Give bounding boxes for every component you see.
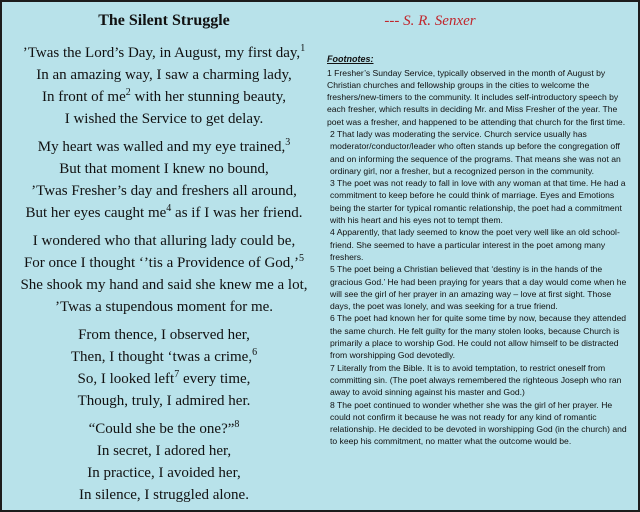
line-text: “Could she be the one?” — [88, 421, 235, 437]
stanza-3 — [2, 230, 326, 318]
footnote-text: Fresher’s Sunday Service, typically observed in the month of August by Christian churches and fellowship groups in the cities to welcome the freshers/new-timers to the community. It includes self-introductory speech by each fresher, which results in deciding Mr. and Miss Fresher of the year. The poet was a fresher, and happened to be attending that church for the first time. — [327, 67, 626, 127]
poem-line — [2, 86, 326, 108]
line-text-rest: every time, — [179, 371, 251, 387]
poem-line — [2, 324, 326, 346]
footnote-ref: 1 — [300, 43, 306, 54]
line-text: ’Twas a stupendous moment for me. — [54, 299, 274, 315]
poem-line — [2, 462, 326, 484]
footnote-number: 7 — [330, 362, 335, 373]
line-text: My heart was walled and my eye trained, — [37, 139, 286, 155]
footnote-ref: 5 — [299, 253, 305, 264]
stanza-5 — [2, 418, 326, 506]
footnote-ref: 3 — [285, 137, 291, 148]
line-text: So, I looked left — [77, 371, 175, 387]
footnote-ref: 6 — [252, 347, 258, 358]
line-text: I wished the Service to get delay. — [64, 111, 264, 127]
footnote-item — [327, 128, 633, 177]
footnote-number: 2 — [330, 128, 335, 139]
footnote-item — [327, 399, 633, 448]
footnote-item — [327, 67, 633, 128]
footnotes-section — [327, 53, 633, 448]
poem-title: The Silent Struggle — [98, 12, 230, 29]
footnote-item — [327, 226, 633, 263]
line-text: In silence, I struggled alone. — [79, 487, 249, 503]
poem-line — [2, 296, 326, 318]
line-text: In an amazing way, I saw a charming lady, — [36, 67, 292, 83]
footnote-item — [327, 312, 633, 361]
footnote-number: 1 — [327, 67, 332, 78]
footnotes-heading: Footnotes: — [327, 54, 374, 64]
line-text: In secret, I adored her, — [96, 443, 232, 459]
line-text-rest: as if I was her friend. — [171, 205, 303, 221]
poem-line — [2, 252, 326, 274]
line-text: She shook my hand and said she knew me a lot, — [20, 277, 308, 293]
footnote-ref: 2 — [125, 87, 131, 98]
poem-line — [2, 158, 326, 180]
poem-body — [2, 42, 326, 512]
stanza-1 — [2, 42, 326, 130]
footnote-ref: 8 — [234, 419, 240, 430]
footnote-text: Literally from the Bible. It is to avoid temptation, to restrict oneself from committing sin. (The poet always remembered the righteous Joseph who ran away to avoid sinning against his master and God.) — [330, 362, 622, 398]
footnote-ref: 7 — [174, 369, 180, 380]
poem-line — [2, 390, 326, 412]
line-text: But that moment I knew no bound, — [59, 161, 269, 177]
poem-line — [2, 202, 326, 224]
line-text: For once I thought ‘’tis a Providence of God,’ — [23, 255, 300, 271]
poem-line — [2, 274, 326, 296]
poem-line — [2, 136, 326, 158]
line-text: In front of me — [42, 89, 126, 105]
poem-line — [2, 180, 326, 202]
stanza-2 — [2, 136, 326, 224]
author-name: --- S. R. Senxer — [384, 13, 476, 29]
footnote-number: 3 — [330, 178, 335, 189]
footnote-number: 5 — [330, 264, 335, 275]
line-text: In practice, I avoided her, — [87, 465, 241, 481]
footnote-item — [327, 263, 633, 312]
poem-line — [2, 64, 326, 86]
poem-line — [2, 484, 326, 506]
footnote-number: 4 — [330, 227, 335, 238]
footnote-number: 6 — [330, 313, 335, 324]
poem-line — [2, 108, 326, 130]
footnote-text: That lady was moderating the service. Church service usually has moderator/conductor/leader who often stands up before the congregation off and on informing the sequence of the programs. That means she was not an ordinary girl, nor a fresher, but a recognized person in the community. — [330, 128, 621, 176]
footnote-number: 8 — [330, 399, 335, 410]
line-text: Though, truly, I admired her. — [77, 393, 251, 409]
poem-line — [2, 230, 326, 252]
footnote-item — [327, 362, 633, 399]
poem-line — [2, 346, 326, 368]
stanza-4 — [2, 324, 326, 412]
footnote-text: The poet being a Christian believed that ‘destiny is in the hands of the gracious God.’ He had been praying for years that a day would come when he will see the girl of her prayer in an amazing way – love at first sight. Those days, the poet was lonely, and was seeking for a true friend. — [330, 264, 627, 312]
poem-line — [2, 440, 326, 462]
footnote-text: Apparently, that lady seemed to know the poet very well like an old school-friend. She seemed to have a particular interest in the poet among many freshers. — [330, 227, 620, 262]
line-text: I wondered who that alluring lady could be, — [32, 233, 296, 249]
poem-line — [2, 42, 326, 64]
footnote-item — [327, 177, 633, 226]
poem-line — [2, 368, 326, 390]
footnote-text: The poet had known her for quite some time by now, because they attended the same church. He felt guilty for the many stolen looks, because Church is primarily a place to worship God. He could not allow himself to be distracted from worshipping God devotedly. — [330, 313, 627, 361]
line-text: ’Twas the Lord’s Day, in August, my first day, — [22, 45, 301, 61]
line-text: From thence, I observed her, — [78, 327, 250, 343]
line-text: But her eyes caught me — [25, 205, 167, 221]
poem-line — [2, 418, 326, 440]
footnote-text: The poet was not ready to fall in love with any woman at that time. He had a commitment to keep before he could think of marriage. Eyes and Emotions being the starter for typical romantic relationship, the poet had a commitment with his heart and his eyes not to tempt them. — [330, 178, 626, 226]
footnote-text: The poet continued to wonder whether she was the girl of her prayer. He could not confirm it because he was not ready for any kind of romantic relationship. He decided to be devoted in worshipping God (in the church) and to keep his commitment, no matter what the outcome would be. — [330, 399, 627, 447]
line-text-rest: with her stunning beauty, — [130, 89, 286, 105]
footnote-ref: 4 — [166, 203, 172, 214]
line-text: ’Twas Fresher’s day and freshers all around, — [31, 183, 297, 199]
line-text: Then, I thought ‘twas a crime, — [70, 349, 253, 365]
